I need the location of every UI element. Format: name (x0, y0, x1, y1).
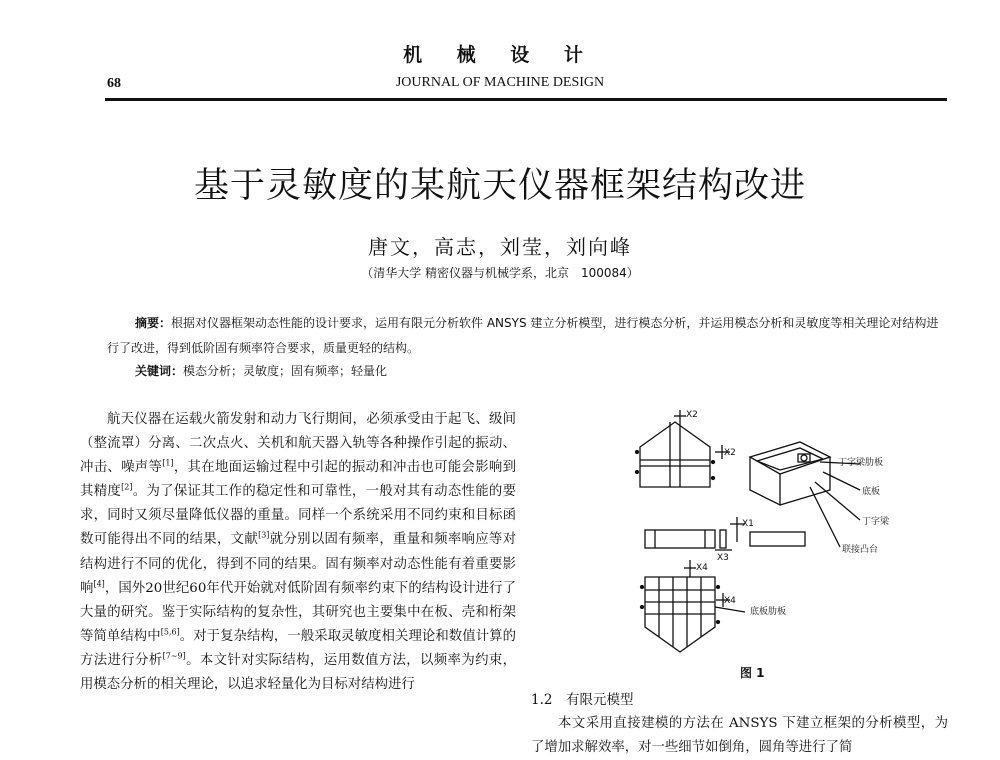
citation: [2] (121, 482, 133, 492)
authors: 唐文，高志，刘莹，刘向峰 (368, 235, 632, 259)
frame-structure-figure (620, 402, 920, 672)
side-view-drawing (645, 517, 805, 563)
affiliation: （清华大学 精密仪器与机械学系，北京 100084） (361, 266, 639, 280)
abstract-text: 根据对仪器框架动态性能的设计要求，运用有限元分析软件 ANSYS 建立分析模型，进行模态分析，并运用模态分析和灵敏度等相关理论对结构进行了改进，得到低阶固有频率符合要求，质量更轻的结构。 (107, 316, 939, 355)
abstract (107, 311, 947, 361)
label-x2-side: X2 (724, 448, 736, 458)
intro-text-2: ，其在地面运输过程中引起的振动和冲击也可能会影响到其精度 (80, 460, 516, 500)
journal-title-cn: 机 械 设 计 (403, 44, 597, 66)
label-rib: 丁字梁肋板 (838, 458, 884, 468)
label-x3: X3 (717, 553, 729, 563)
label-bottom-plate: 底板 (862, 487, 881, 497)
intro-text-1: 航天仪器在运载火箭发射和动力飞行期间，必须承受由于起飞、级间（整流罩）分离、二次点火、关机和航天器入轨等各种操作引起的振动、冲击、噪声等 (80, 412, 516, 476)
journal-title-en: JOURNAL OF MACHINE DESIGN (395, 75, 605, 90)
figure-caption: 图 1 (740, 666, 765, 680)
header-rule (105, 98, 947, 101)
abstract-label: 摘要： (135, 316, 172, 330)
citation: [3] (258, 531, 270, 540)
label-bottom-rib: 底板肋板 (750, 607, 787, 617)
page-number: 68 (107, 76, 121, 91)
label-x4-top: X4 (696, 563, 708, 573)
label-x4-side: X4 (724, 596, 736, 606)
citation: [1] (162, 458, 174, 468)
isometric-drawing (750, 442, 890, 555)
intro-text-5: ，国外20世纪60年代开始就对低阶固有频率约束下的结构设计进行了大量的研究。鉴于实际结构的复杂性，其研究也主要集中在板、壳和桁架等简单结构中 (80, 580, 516, 644)
intro-text-4: 就分别以固有频率，重量和频率响应等对结构进行不同的优化，得到不同的结果。固有频率对动态性能有着重要影响 (80, 532, 516, 596)
keywords-label: 关键词： (135, 364, 184, 378)
intro-text-6: 。对于复杂结构，一般采取灵敏度相关理论和数值计算的方法进行分析 (80, 628, 516, 668)
section-paragraph (531, 712, 948, 760)
intro-text-3: 。为了保证其工作的稳定性和可靠性，一般对其有动态性能的要求，同时又须尽量降低仪器的重量。同样一个系统采用不同约束和目标函数可能得出不同的结果，文献 (80, 484, 516, 548)
citation: [4] (93, 579, 105, 589)
intro-paragraph (80, 408, 516, 759)
label-t-beam: 丁字梁 (862, 517, 890, 527)
citation: [7~9] (162, 651, 186, 661)
top-view-drawing (636, 410, 736, 487)
section-text: 本文采用直接建模的方法在 ANSYS 下建立框架的分析模型，为了增加求解效率，对一些细节如倒角，圆角等进行了简 (531, 716, 948, 755)
intro-text-7: 。本文针对实际结构，运用数值方法，以频率为约束，用模态分析的相关理论，以追求轻量化为目标对结构进行 (80, 652, 516, 693)
citation: [5,6] (160, 627, 180, 637)
keywords-text: 模态分析；灵敏度；固有频率；轻量化 (183, 364, 388, 378)
paper-title: 基于灵敏度的某航天仪器框架结构改进 (193, 166, 806, 206)
label-x1: X1 (742, 519, 754, 529)
label-x2-top: X2 (686, 410, 698, 420)
keywords (135, 362, 387, 379)
bottom-view-drawing (641, 560, 787, 652)
label-boss: 联接凸台 (842, 545, 879, 555)
section-heading: 1.2 有限元模型 (531, 692, 634, 708)
